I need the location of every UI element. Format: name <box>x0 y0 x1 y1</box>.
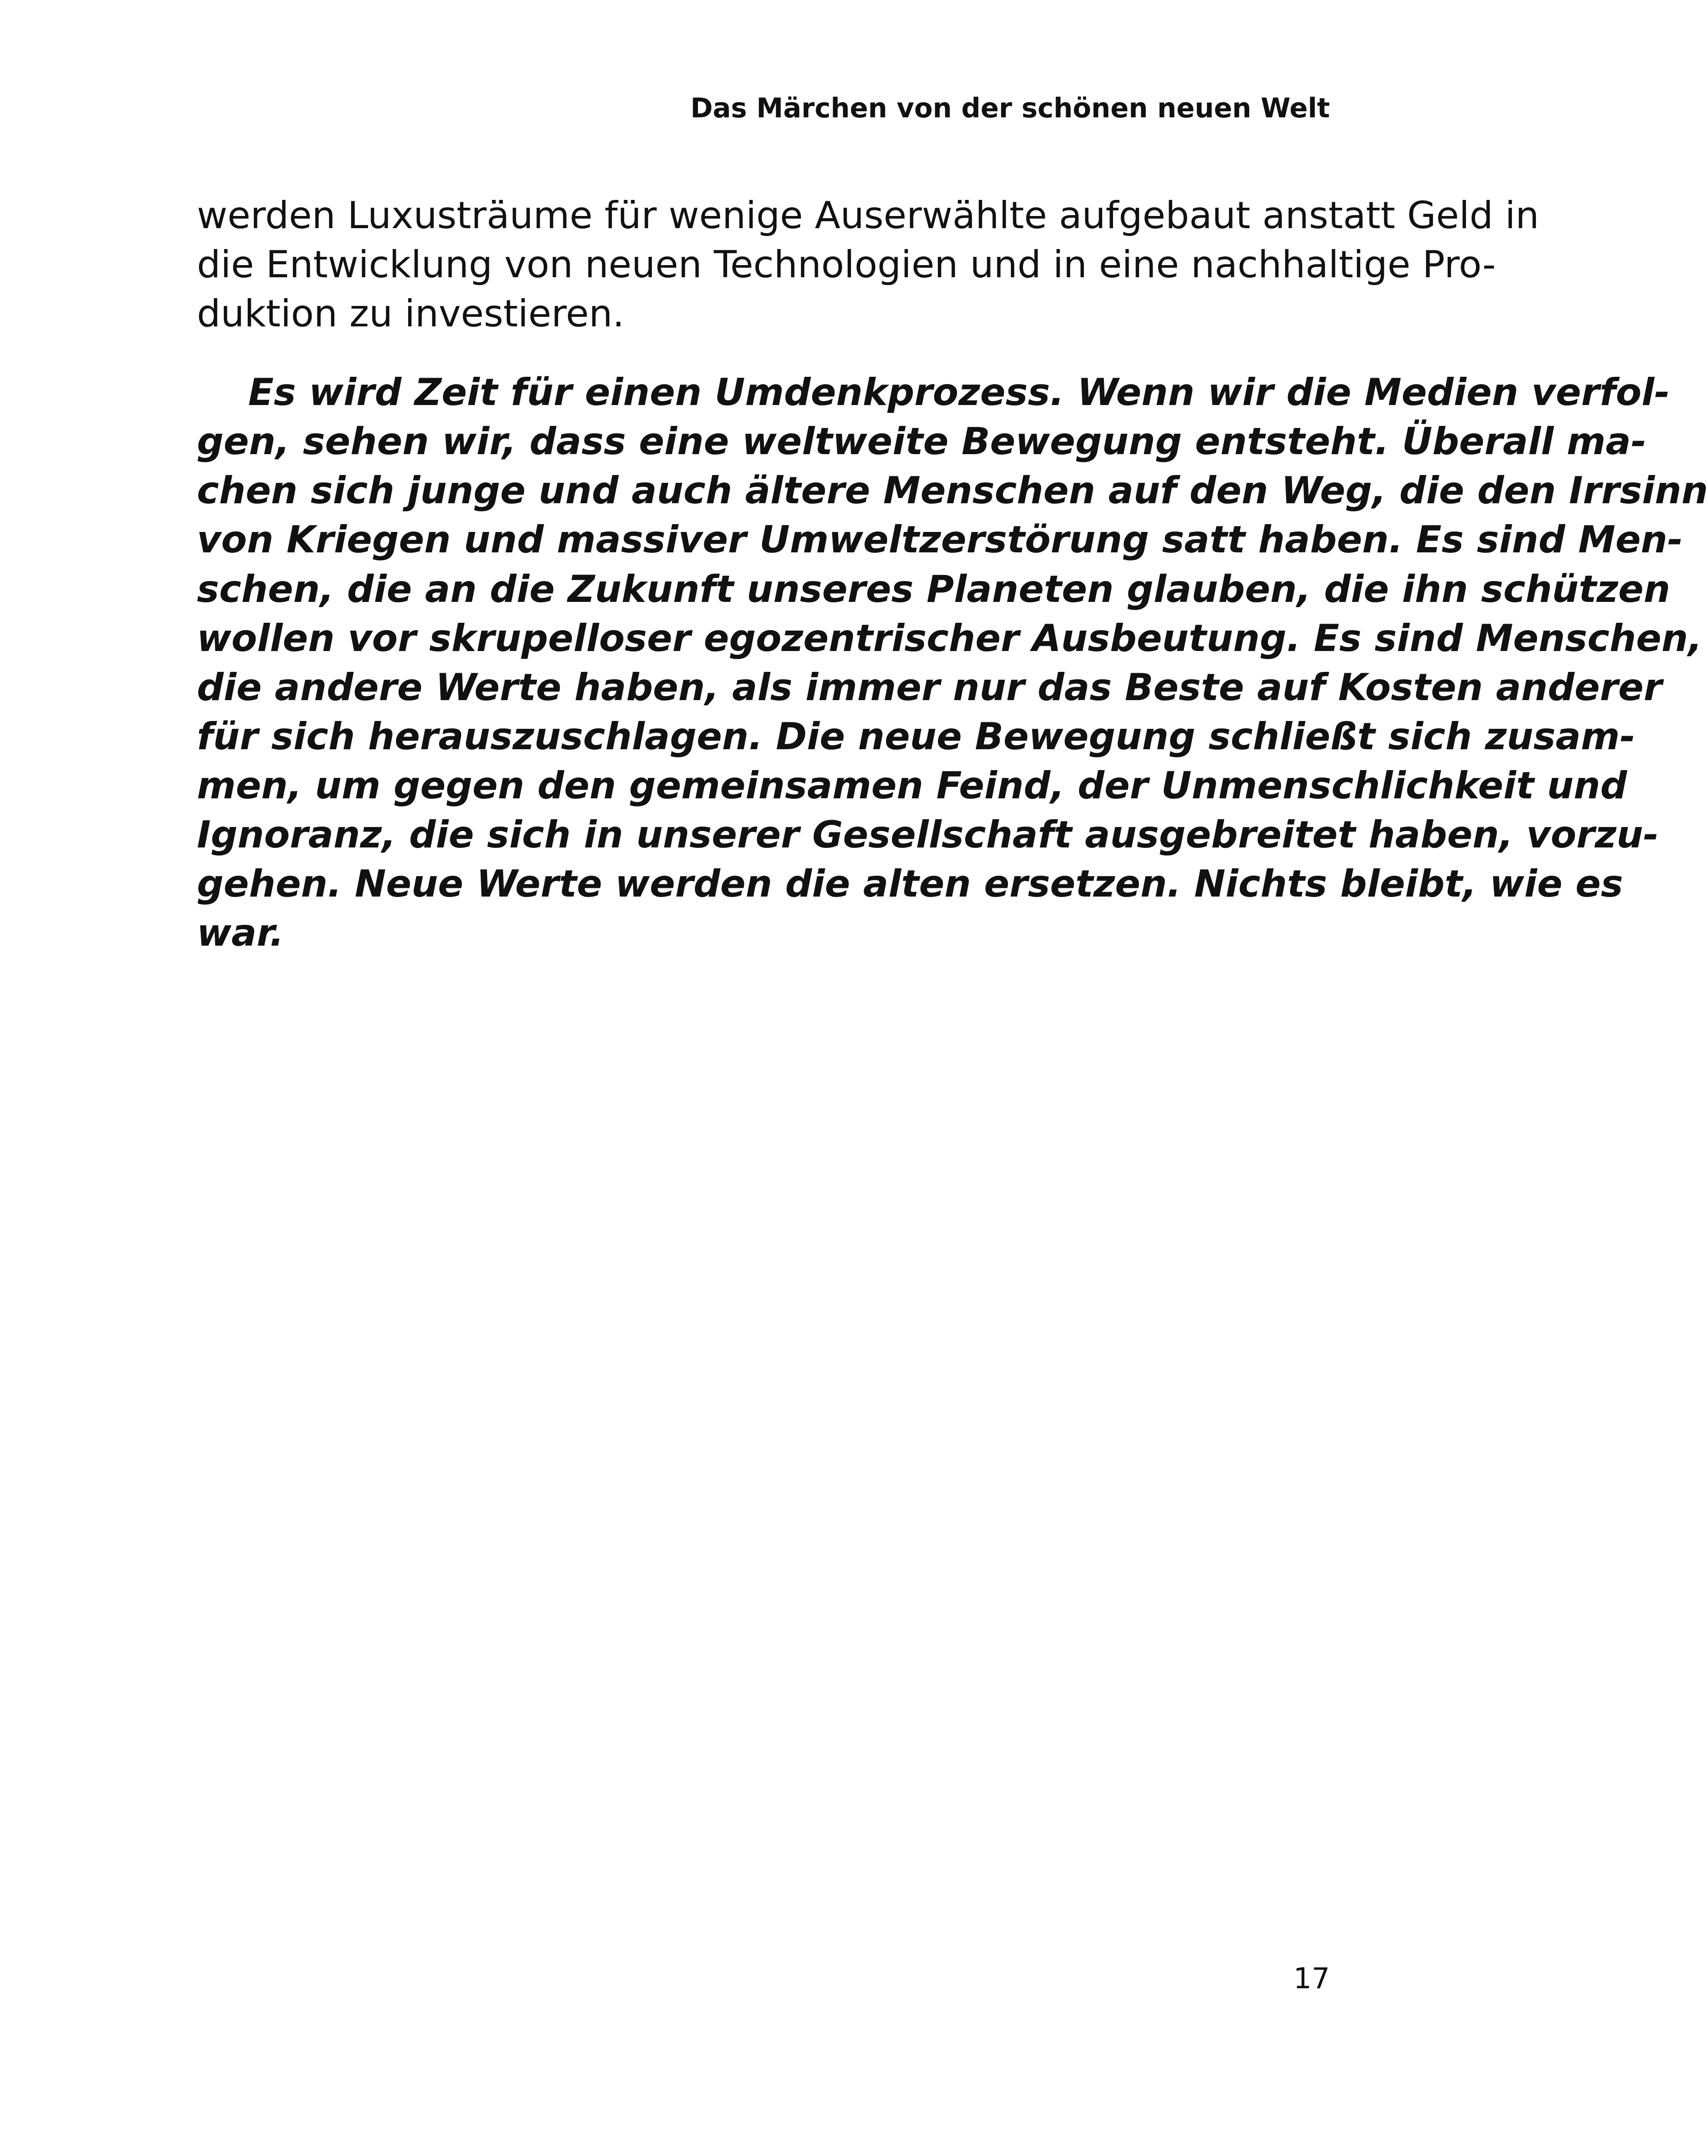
text-line: chen sich junge und auch ältere Menschen auf den Weg, die den Irrsinn <box>197 469 1708 513</box>
text-line: gehen. Neue Werte werden die alten ersetzen. Nichts bleibt, wie es <box>197 862 1623 906</box>
text-line: Es wird Zeit für einen Umdenkprozess. Wenn wir die Medien verfol- <box>248 371 1670 415</box>
text-line: men, um gegen den gemeinsamen Feind, der Unmenschlichkeit und <box>197 764 1627 807</box>
text-line: duktion zu investieren. <box>197 292 625 336</box>
text-line: schen, die an die Zukunft unseres Planeten glauben, die ihn schützen <box>197 567 1671 611</box>
body-text <box>197 191 1708 958</box>
text-line: gen, sehen wir, dass eine weltweite Bewegung entsteht. Überall ma- <box>197 420 1647 464</box>
running-header: Das Märchen von der schönen neuen Welt <box>690 92 1330 124</box>
text-line: die andere Werte haben, als immer nur das Beste auf Kosten anderer <box>197 665 1662 709</box>
page-number: 17 <box>1293 1962 1330 1995</box>
text-line: von Kriegen und massiver Umweltzerstörung satt haben. Es sind Men- <box>197 518 1683 562</box>
text-line: die Entwicklung von neuen Technologien und in eine nachhaltige Pro- <box>197 243 1496 287</box>
text-line: wollen vor skrupelloser egozentrischer Ausbeutung. Es sind Menschen, <box>197 616 1702 660</box>
text-line: Ignoranz, die sich in unserer Gesellschaft ausgebreitet haben, vorzu- <box>197 813 1659 857</box>
text-line: für sich herauszuschlagen. Die neue Bewegung schließt sich zusam- <box>197 714 1635 758</box>
text-line: werden Luxusträume für wenige Auserwählte aufgebaut anstatt Geld in <box>197 194 1539 237</box>
paragraph-emphasis <box>197 368 1708 958</box>
text-line: war. <box>197 911 284 955</box>
paragraph-intro <box>197 191 1539 339</box>
